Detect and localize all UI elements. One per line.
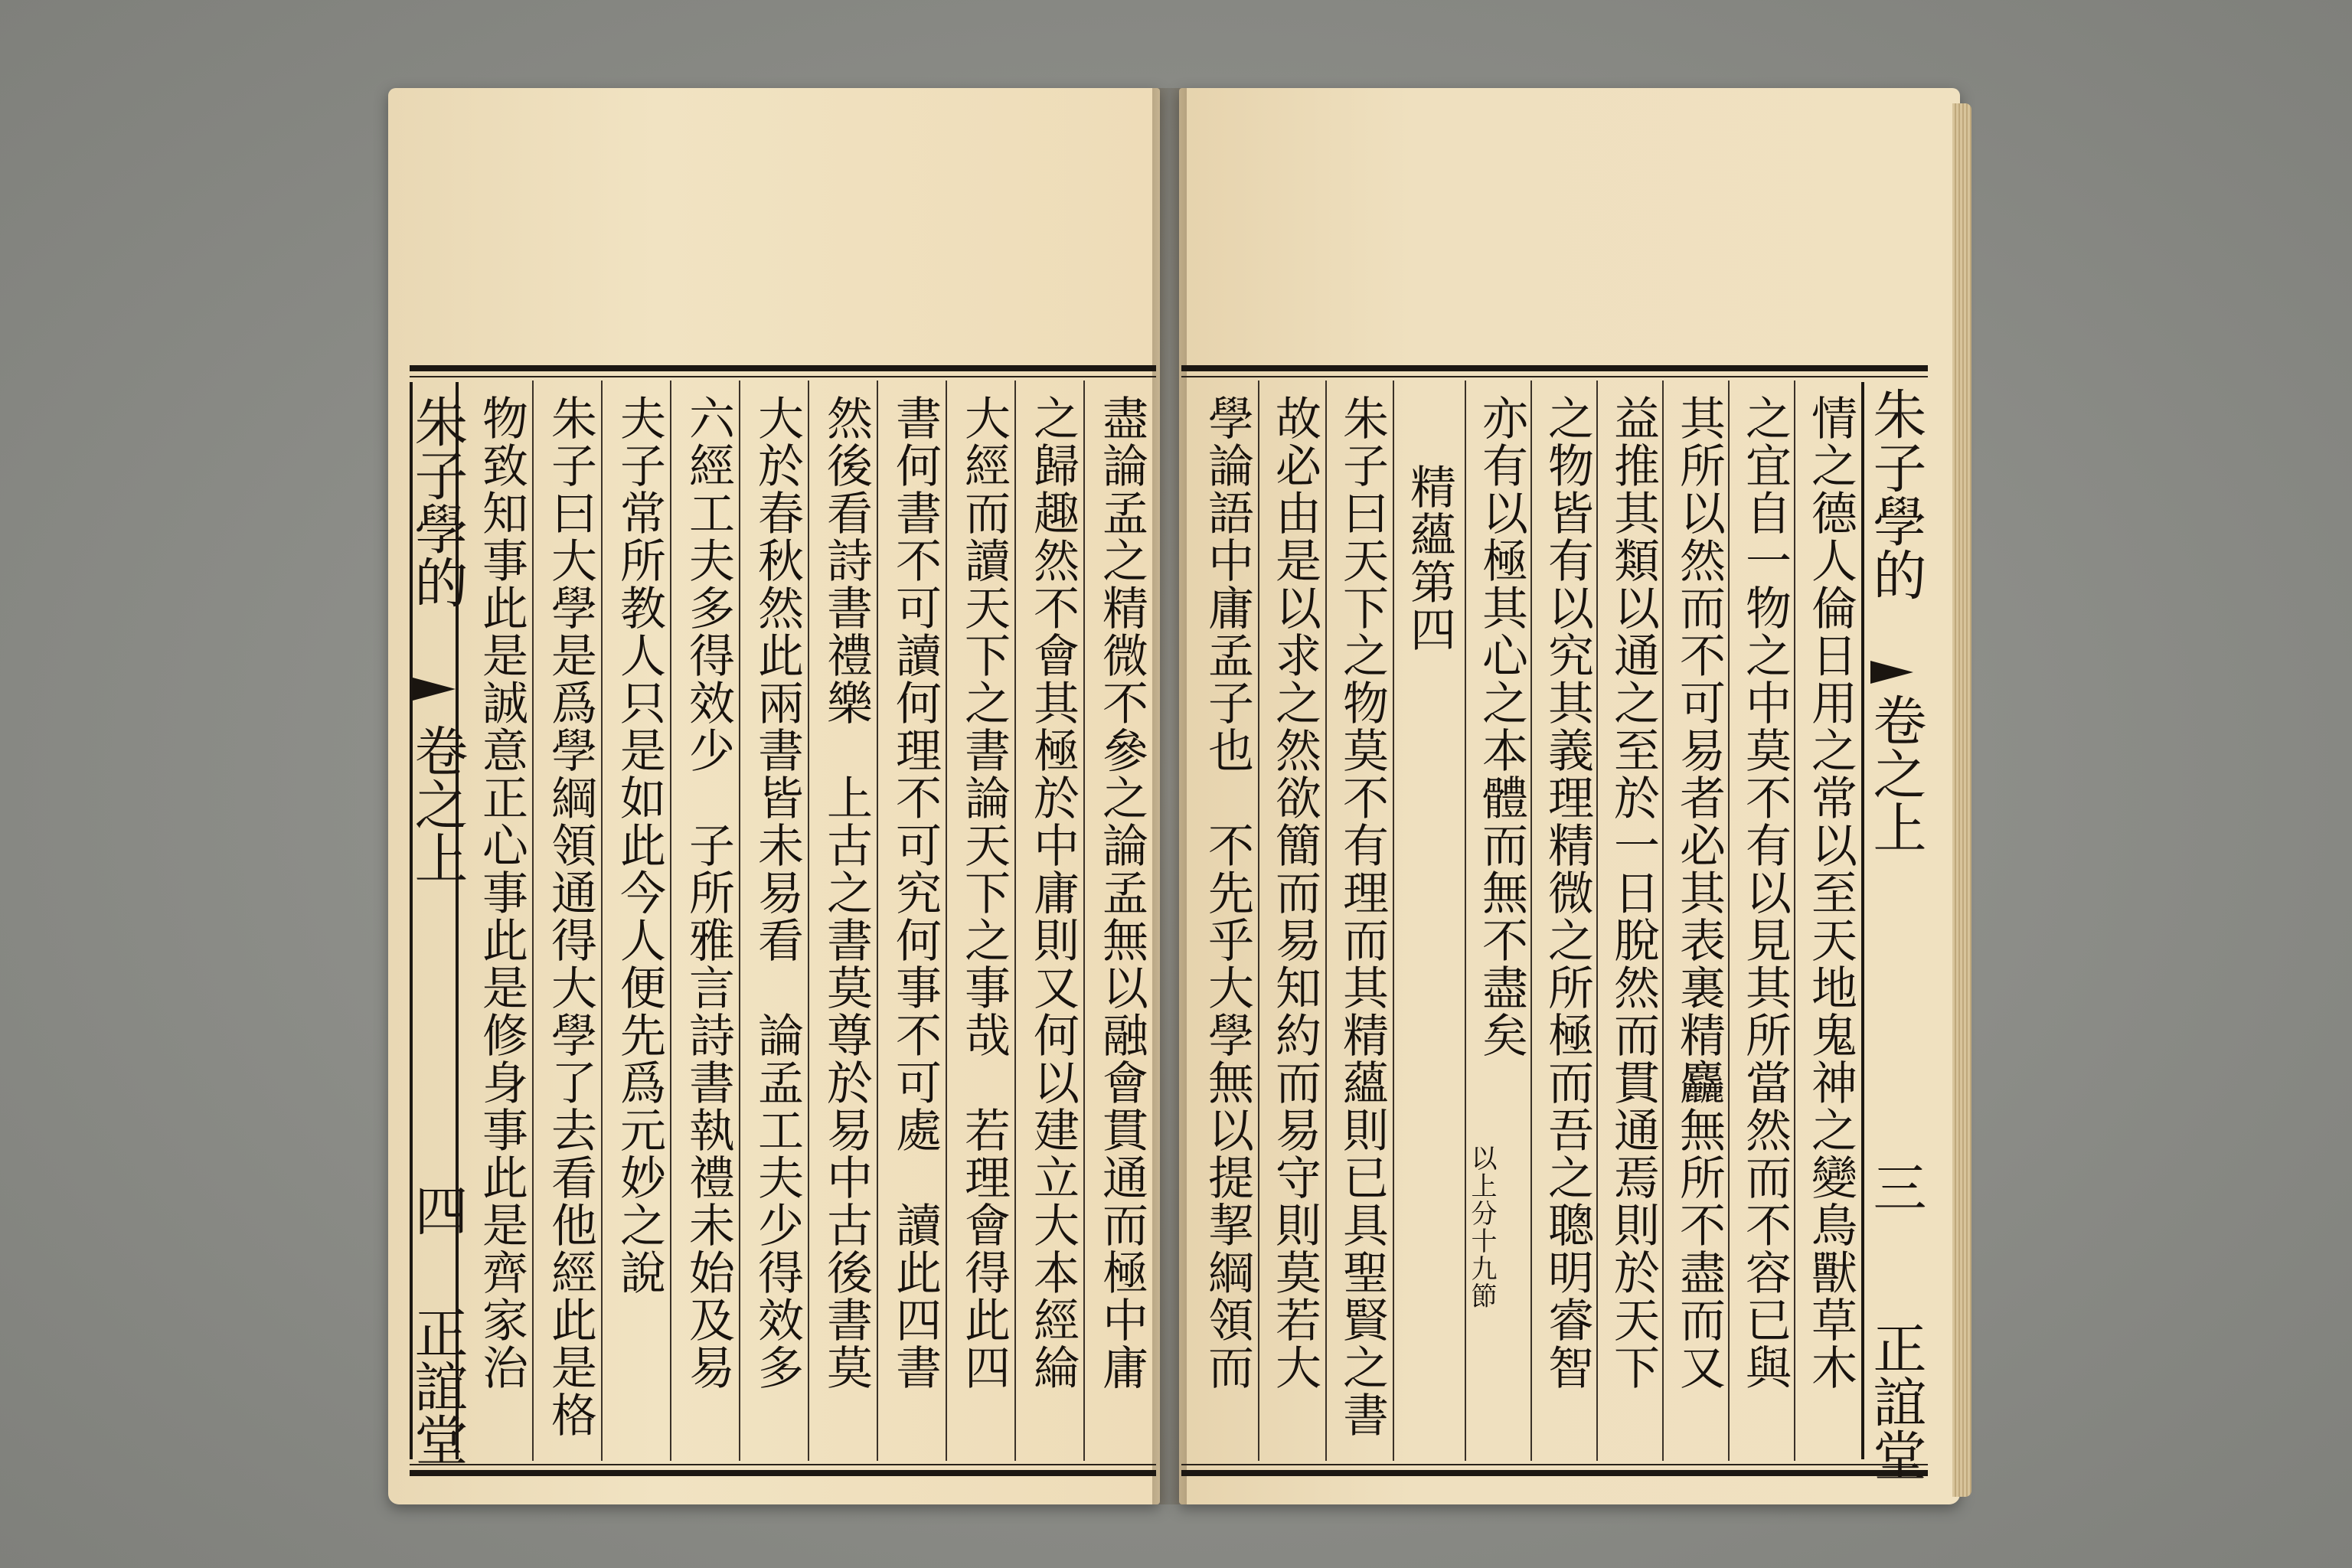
section-heading: 精蘊第四 [1403, 463, 1456, 653]
text-column-1: 情之德人倫日用之常以至天地鬼神之變鳥獸草木 [1804, 394, 1857, 1391]
text-column-3: 大經而讀天下之書論天下之事哉 若理會得此四 [957, 394, 1011, 1391]
text-column-5: 然後看詩書禮樂 上古之書莫尊於易中古後書莫 [819, 394, 873, 1391]
fishtail-mark [413, 678, 456, 701]
text-column-9: 朱子曰大學是爲學綱領通得大學了去看他經此是格 [544, 394, 597, 1439]
page-edges [1952, 103, 1971, 1497]
text-column-1: 盡論孟之精微不參之論孟無以融會貫通而極中庸 [1095, 394, 1148, 1391]
text-column-7: 六經工夫多得效少 子所雅言詩書執禮未始及易 [681, 394, 735, 1391]
margin-book-title: 朱子學的 [406, 394, 469, 609]
margin-book-title: 朱子學的 [1864, 387, 1927, 601]
margin-chapter: 卷之上 [1864, 693, 1927, 854]
margin-hall-name: 正誼堂 [1864, 1321, 1927, 1481]
open-book [379, 88, 1971, 1504]
text-column-2: 之宜自一物之中莫不有以見其所當然而不容已與 [1738, 394, 1792, 1391]
margin-chapter: 卷之上 [406, 724, 469, 884]
text-column-10: 物致知事此是誠意正心事此是修身事此是齊家治 [475, 394, 528, 1391]
text-column-2: 之歸趣然不會其極於中庸則又何以建立大本經綸 [1026, 394, 1080, 1391]
left-text-frame [406, 365, 1156, 1476]
text-column-4: 書何書不可讀何理不可究何事不可處 讀此四書 [888, 394, 942, 1391]
fishtail-mark [1870, 661, 1913, 684]
text-column-3: 其所以然而不可易者必其表裏精麤無所不盡而又 [1672, 394, 1726, 1391]
margin-hall-name: 正誼堂 [406, 1305, 469, 1466]
right-text-frame [1181, 365, 1928, 1481]
text-column-4: 益推其類以通之至於一日脫然而貫通焉則於天下 [1606, 394, 1660, 1391]
text-column-9: 故必由是以求之然欲簡而易知約而易守則莫若大 [1268, 394, 1321, 1391]
text-column-10: 學論語中庸孟子也 不先乎大學無以提挈綱領而 [1200, 394, 1254, 1391]
text-column-5: 之物皆有以究其義理精微之所極而吾之聰明睿智 [1540, 394, 1594, 1391]
text-column-6: 大於春秋然此兩書皆未易看 論孟工夫少得效多 [750, 394, 804, 1391]
section-note: 以上分十九節 [1466, 1145, 1497, 1310]
margin-folio: 四 [406, 1183, 469, 1236]
text-column-8: 朱子曰天下之物莫不有理而其精蘊則已具聖賢之書 [1335, 394, 1389, 1439]
margin-folio: 三 [1864, 1160, 1927, 1214]
text-column-6: 亦有以極其心之本體而無不盡矣 [1475, 394, 1528, 1059]
text-column-8: 夫子常所教人只是如此今人便先爲元妙之說 [612, 394, 666, 1296]
